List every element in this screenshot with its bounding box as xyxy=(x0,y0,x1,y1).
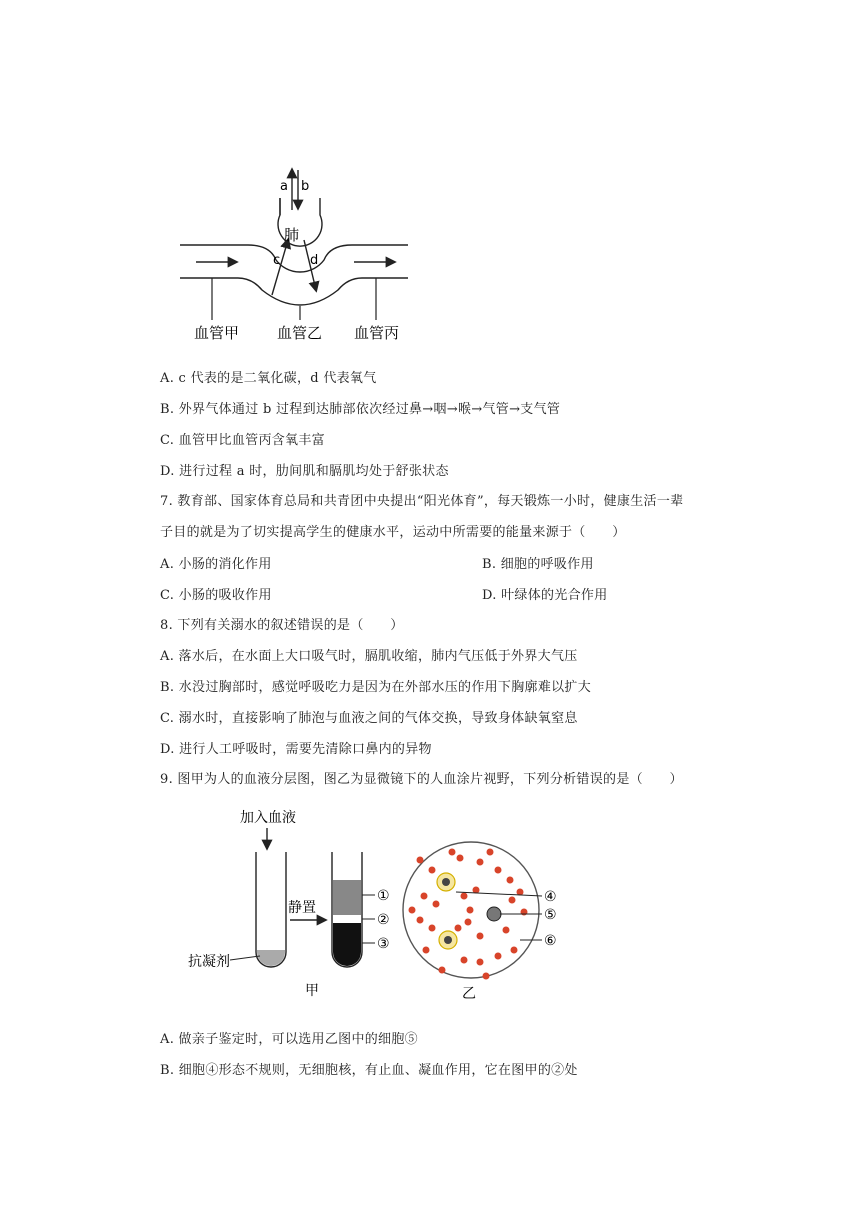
red-blood-cell xyxy=(487,849,494,856)
red-blood-cell xyxy=(511,947,518,954)
label-a: a xyxy=(280,179,288,194)
red-blood-cell xyxy=(439,967,446,974)
q8-option-a: A. 落水后，在水面上大口吸气时，膈肌收缩，肺内气压低于外界大气压 xyxy=(160,649,578,664)
label-vessel-yi: 血管乙 xyxy=(277,324,323,342)
label-vessel-bing: 血管丙 xyxy=(354,324,400,342)
q7-stem-line1: 7. 教育部、国家体育总局和共青团中央提出“阳光体育”，每天锻炼一小时，健康生活一辈 xyxy=(160,494,684,509)
label-4: ④ xyxy=(544,889,557,905)
q9-option-b: B. 细胞④形态不规则，无细胞核，有止血、凝血作用，它在图甲的②处 xyxy=(160,1063,578,1078)
label-2: ② xyxy=(377,912,390,928)
plasma-layer xyxy=(333,880,361,915)
vessel-upper-wall xyxy=(180,245,408,272)
label-lung: 肺 xyxy=(284,226,300,244)
red-cell-layer xyxy=(333,923,361,966)
label-anticoagulant: 抗凝剂 xyxy=(188,954,230,970)
red-blood-cell xyxy=(509,897,516,904)
red-blood-cell xyxy=(423,947,430,954)
red-blood-cell xyxy=(507,877,514,884)
red-blood-cell xyxy=(495,867,502,874)
label-b: b xyxy=(301,179,310,194)
label-d: d xyxy=(310,253,319,268)
q8-option-c: C. 溺水时，直接影响了肺泡与血液之间的气体交换，导致身体缺氧窒息 xyxy=(160,711,578,726)
q6-option-d: D. 进行过程 a 时，肋间肌和膈肌均处于舒张状态 xyxy=(160,464,449,479)
red-blood-cell xyxy=(455,925,462,932)
test-tube-1 xyxy=(256,852,286,967)
red-blood-cell xyxy=(421,893,428,900)
caption-yi: 乙 xyxy=(462,986,476,1002)
q6-option-b: B. 外界气体通过 b 过程到达肺部依次经过鼻→咽→喉→气管→支气管 xyxy=(160,402,561,417)
q8-option-b: B. 水没过胸部时，感觉呼吸吃力是因为在外部水压的作用下胸廓难以扩大 xyxy=(160,680,592,695)
q7-option-a: A. 小肠的消化作用 xyxy=(160,557,272,572)
white-blood-cell xyxy=(487,907,501,921)
label-5: ⑤ xyxy=(544,907,557,923)
vessel-lower-wall xyxy=(180,278,408,305)
red-blood-cell xyxy=(477,933,484,940)
red-blood-cell xyxy=(465,919,472,926)
red-blood-cell xyxy=(457,855,464,862)
red-blood-cell xyxy=(409,907,416,914)
q9-option-a: A. 做亲子鉴定时，可以选用乙图中的细胞⑤ xyxy=(160,1032,418,1047)
red-blood-cell xyxy=(417,917,424,924)
label-1: ① xyxy=(377,888,390,904)
red-blood-cell xyxy=(429,867,436,874)
red-blood-cell xyxy=(417,857,424,864)
q8-stem: 8. 下列有关溺水的叙述错误的是（ ） xyxy=(160,618,404,633)
q7-option-c: C. 小肠的吸收作用 xyxy=(160,588,272,603)
q6-option-c: C. 血管甲比血管丙含氧丰富 xyxy=(160,433,325,448)
label-c: c xyxy=(273,253,281,268)
red-blood-cell xyxy=(429,925,436,932)
q7-option-b: B. 细胞的呼吸作用 xyxy=(482,557,594,572)
red-blood-cell xyxy=(467,907,474,914)
label-6: ⑥ xyxy=(544,933,557,949)
q8-option-d: D. 进行人工呼吸时，需要先清除口鼻内的异物 xyxy=(160,742,432,757)
blood-diagram xyxy=(180,800,560,1015)
red-blood-cell xyxy=(449,849,456,856)
red-blood-cell xyxy=(503,927,510,934)
red-blood-cell xyxy=(495,953,502,960)
label-add-blood: 加入血液 xyxy=(240,810,296,826)
q6-option-a: A. c 代表的是二氧化碳，d 代表氧气 xyxy=(160,371,377,386)
red-blood-cell xyxy=(477,959,484,966)
red-blood-cell xyxy=(483,973,490,980)
caption-jia: 甲 xyxy=(305,983,319,999)
lung-vessel-diagram xyxy=(180,160,420,350)
red-blood-cell xyxy=(477,859,484,866)
q9-stem: 9. 图甲为人的血液分层图，图乙为显微镜下的人血涂片视野，下列分析错误的是（ ） xyxy=(160,772,683,787)
red-blood-cell xyxy=(461,957,468,964)
label-3: ③ xyxy=(377,936,390,952)
red-blood-cell xyxy=(461,893,468,900)
q7-option-d: D. 叶绿体的光合作用 xyxy=(482,588,608,603)
q7-stem-line2: 子目的就是为了切实提高学生的健康水平，运动中所需要的能量来源于（ ） xyxy=(160,525,626,540)
buffy-coat-layer xyxy=(333,915,361,923)
label-vessel-jia: 血管甲 xyxy=(194,324,240,342)
label-settle: 静置 xyxy=(288,900,316,916)
red-blood-cell xyxy=(433,901,440,908)
